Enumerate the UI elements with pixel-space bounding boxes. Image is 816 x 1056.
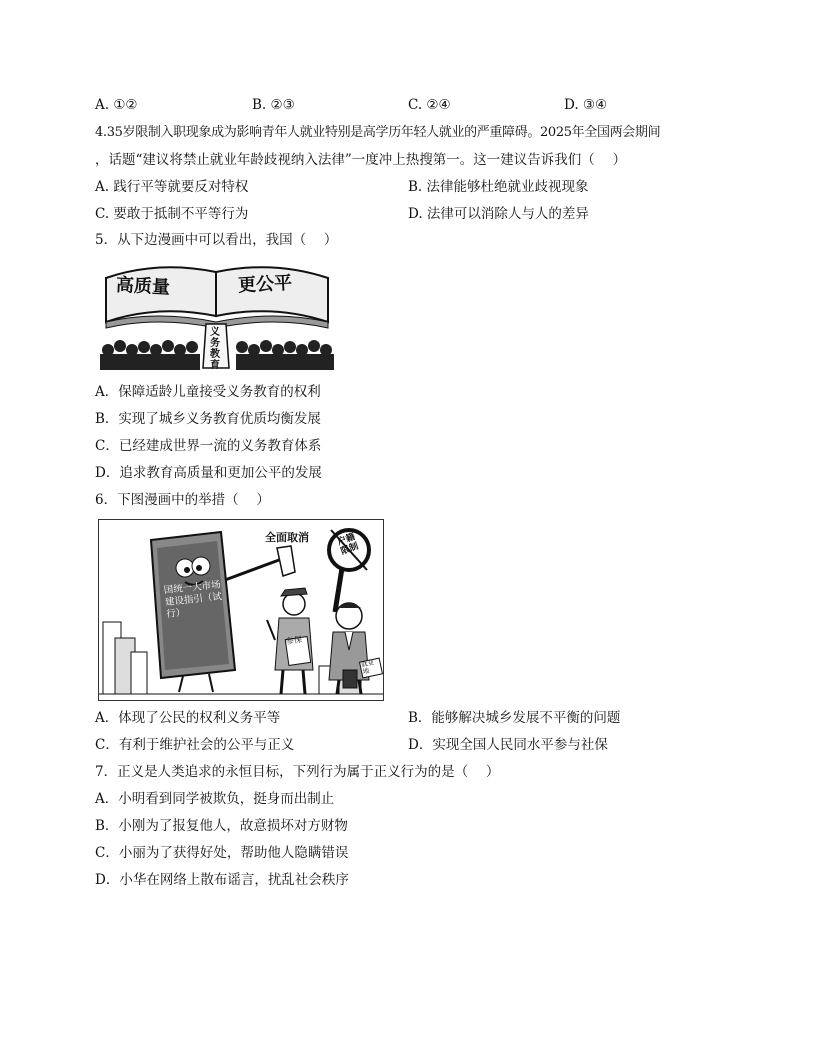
book-left-label: 高质量 [115,274,171,299]
q6-option-a[interactable]: A．体现了公民的权利义务平等 [95,710,281,726]
q6-option-c[interactable]: C．有利于维护社会的公平与正义 [95,737,295,753]
q3-option-a[interactable]: A. ①② [95,97,138,113]
q6-option-b[interactable]: B．能够解决城乡发展不平衡的问题 [408,710,621,726]
q7-option-a[interactable]: A．小明看到同学被欺负，挺身而出制止 [95,791,335,807]
board-title: 国统一大市场建设指引（试行） [163,579,223,621]
q5-option-b[interactable]: B．实现了城乡义务教育优质均衡发展 [95,411,321,427]
trunk-label: 义务教育 [210,327,220,371]
q4-stem-line1: 4.35岁限制入职现象成为影响青年人就业特别是高学历年轻人就业的严重障碍。2025年全国两会期间 [95,125,661,140]
q3-option-d[interactable]: D. ③④ [564,97,608,113]
q5-stem: 5．从下边漫画中可以看出，我国（ ） [95,232,338,248]
q7-option-c[interactable]: C．小丽为了获得好处，帮助他人隐瞒错误 [95,845,349,861]
book-right-label: 更公平 [237,272,293,297]
q6-stem: 6．下图漫画中的举措（ ） [95,492,270,508]
cartoon-caption: 全面取消 [265,531,309,544]
q4-option-a[interactable]: A. 践行平等就要反对特权 [95,179,249,195]
q4-option-b[interactable]: B. 法律能够杜绝就业歧视现象 [408,179,589,195]
q7-option-d[interactable]: D．小华在网络上散布谣言，扰乱社会秩序 [95,872,349,888]
bag-label: 就业地 [360,658,375,676]
q7-stem: 7．正义是人类追求的永恒目标，下列行为属于正义行为的是（ ） [95,764,500,780]
q3-option-c[interactable]: C. ②④ [408,97,451,113]
q4-option-d[interactable]: D. 法律可以消除人与人的差异 [408,206,589,222]
q6-option-d[interactable]: D．实现全国人民同水平参与社保 [408,737,608,753]
q4-stem-line2: ，话题“建议将禁止就业年龄歧视纳入法律”一度冲上热搜第一。这一建议告诉我们（ ） [95,152,627,168]
q4-option-c[interactable]: C. 要敢于抵制不平等行为 [95,206,249,222]
q5-option-a[interactable]: A．保障适龄儿童接受义务教育的权利 [95,384,321,400]
q5-option-d[interactable]: D．追求教育高质量和更加公平的发展 [95,465,322,481]
q3-option-b[interactable]: B. ②③ [252,97,295,113]
card-label: 参保 [285,634,303,647]
magnifier-label: 户籍限制 [336,532,361,558]
q5-option-c[interactable]: C．已经建成世界一流的义务教育体系 [95,438,322,454]
q7-option-b[interactable]: B．小刚为了报复他人，故意损坏对方财物 [95,818,348,834]
q6-cartoon [98,519,384,701]
q5-cartoon [98,258,336,374]
